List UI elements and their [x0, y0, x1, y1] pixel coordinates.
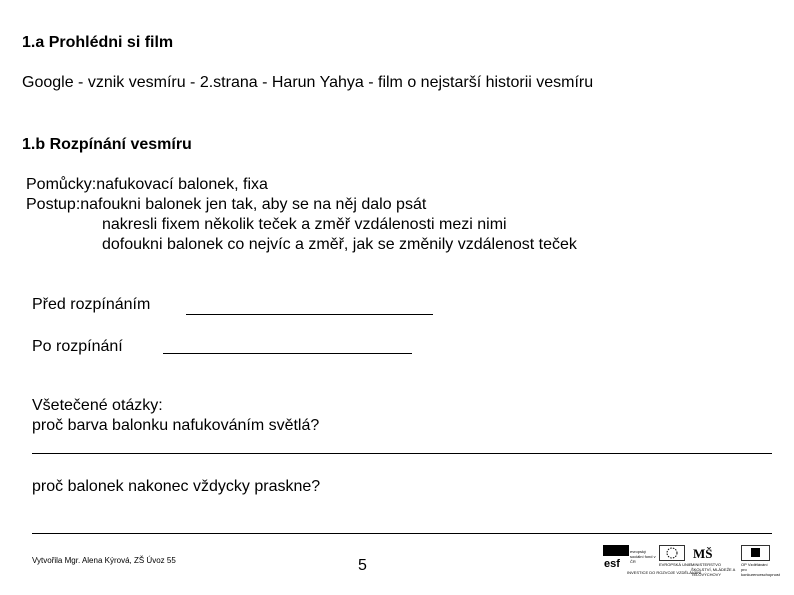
procedure-step-2: dofoukni balonek co nejvíc a změř, jak se změnily vzdálenost teček — [102, 236, 577, 253]
op-vk-icon — [741, 545, 770, 561]
msmt-caption: MINISTERSTVO ŠKOLSTVÍ, MLÁDEŽE A TĚLOVÝCHOVY — [691, 562, 736, 577]
msmt-logo — [691, 545, 736, 577]
eu-logo — [659, 545, 692, 569]
questions-title: Všetečené otázky: — [32, 397, 163, 414]
film-reference: Google - vznik vesmíru - 2.strana - Harun Yahya - film o nejstarší historii vesmíru — [22, 74, 594, 91]
question-1-answer-line — [32, 453, 772, 454]
page-number: 5 — [358, 557, 367, 574]
footer-author: Vytvořila Mgr. Alena Kýrová, ZŠ Úvoz 55 — [32, 556, 176, 565]
tools-line: Pomůcky:nafukovací balonek, fixa — [26, 176, 268, 193]
procedure-line: Postup:nafoukni balonek jen tak, aby se na něj dalo psát — [26, 196, 427, 213]
op-caption: OP Vzdělávání pro konkurenceschopnost — [741, 562, 780, 577]
section-1a-heading: 1.a Prohlédni si film — [22, 34, 174, 51]
footer-banner: INVESTICE DO ROZVOJE VZDĚLÁVÁNÍ — [627, 570, 702, 575]
esf-icon — [603, 545, 629, 569]
esf-logo — [603, 545, 657, 569]
before-expansion-label: Před rozpínáním — [32, 296, 151, 313]
after-expansion-answer-line — [163, 353, 412, 354]
procedure-step-1: nakresli fixem několik teček a změř vzdálenosti mezi nimi — [102, 216, 507, 233]
svg-text:esf: esf — [604, 558, 620, 569]
eu-flag-icon — [659, 545, 685, 561]
eu-caption: EVROPSKÁ UNIE — [659, 562, 692, 567]
op-logo — [741, 545, 780, 577]
question-2-answer-line — [32, 533, 772, 534]
question-1: proč barva balonku nafukováním světlá? — [32, 417, 320, 434]
section-1b-heading: 1.b Rozpínání vesmíru — [22, 136, 192, 153]
question-2: proč balonek nakonec vždycky praskne? — [32, 478, 321, 495]
before-expansion-answer-line — [186, 314, 433, 315]
after-expansion-label: Po rozpínání — [32, 338, 123, 355]
funding-logos — [603, 545, 780, 577]
svg-text:MŠ: MŠ — [693, 546, 713, 561]
msmt-icon — [691, 545, 719, 561]
esf-caption: evropský sociální fond v ČR — [630, 549, 656, 564]
